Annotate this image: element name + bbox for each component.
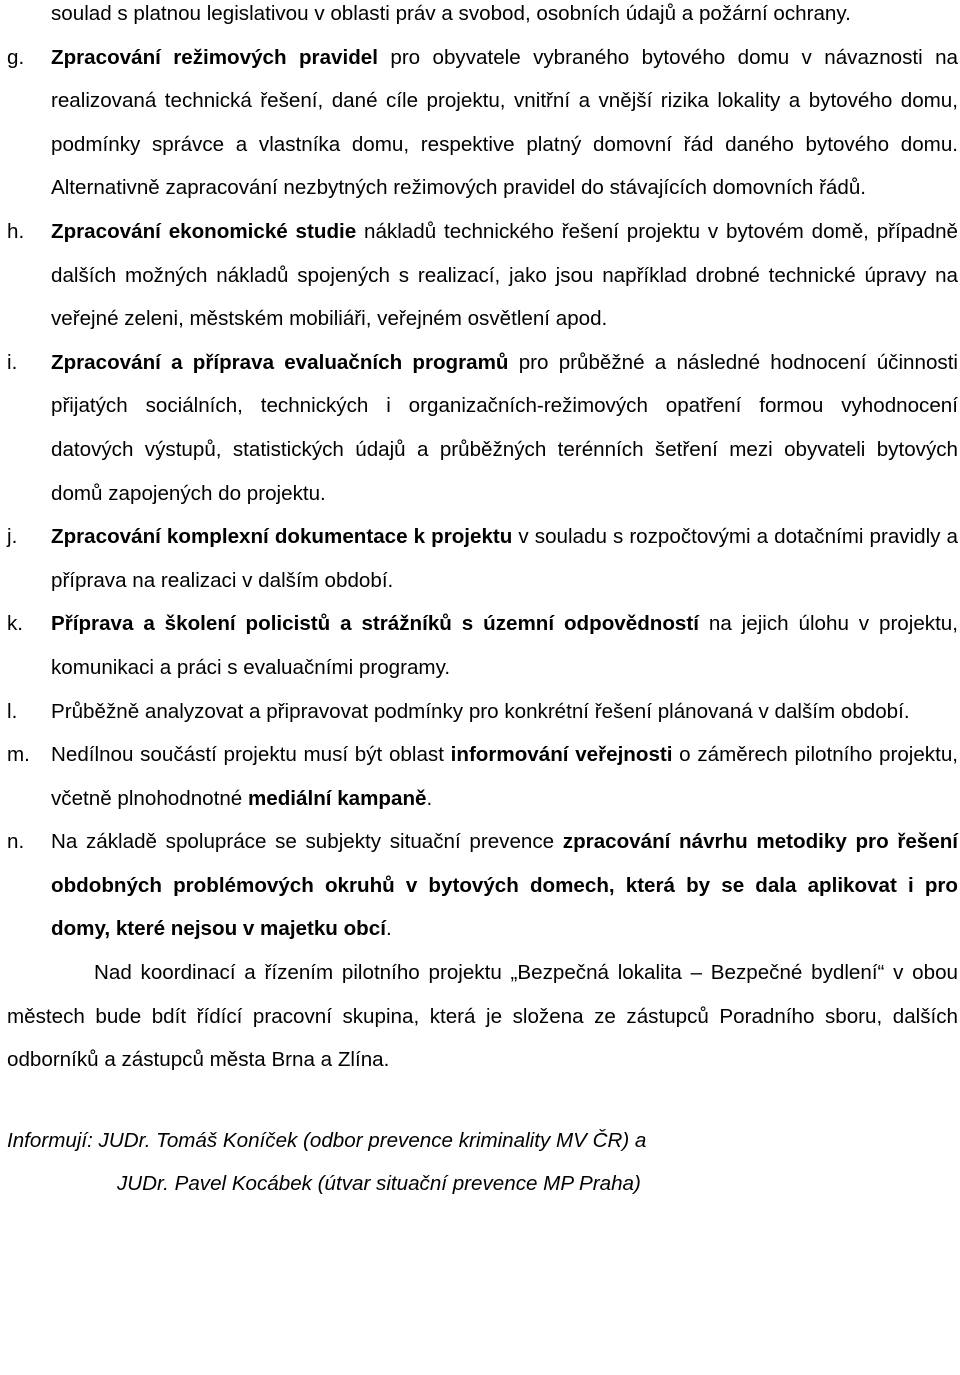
item-bold-text: Zpracování komplexní dokumentace k projektu	[51, 525, 513, 549]
closing-text: Nad koordinací a řízením pilotního projektu „Bezpečná lokalita – Bezpečné bydlení“ v obou městech bude bdít řídící pracovní skupina, která je složena ze zástupců Poradního sboru, dalších odborníků a zástupců města Brna a Zlína.	[7, 961, 958, 1072]
item-text: .	[426, 786, 433, 810]
item-text: Na základě spolupráce se subjekty situační prevence	[51, 830, 563, 854]
list-marker: g.	[7, 45, 25, 69]
list-marker: l.	[7, 699, 18, 723]
closing-paragraph	[0, 951, 960, 1082]
item-bold-text: Příprava a školení policistů a strážníků s územní odpovědností	[51, 612, 699, 636]
intro-text: soulad s platnou legislativou v oblasti práv a svobod, osobních údajů a požární ochrany.	[51, 2, 851, 25]
list-marker: n.	[7, 830, 25, 854]
item-bold-text: Zpracování ekonomické studie	[51, 219, 357, 243]
item-text: Průběžně analyzovat a připravovat podmínky pro konkrétní řešení plánovaná v dalším období.	[51, 699, 910, 723]
item-text: o záměrech pilotního projektu, včetně plnohodnotné	[51, 743, 958, 810]
item-text: Nedílnou součástí projektu musí být oblast	[51, 743, 451, 767]
list-item-l	[0, 690, 960, 734]
list-marker: i.	[7, 350, 18, 374]
item-bold-text: Zpracování režimových pravidel	[51, 45, 378, 69]
list-item-n	[0, 820, 960, 951]
list-marker: h.	[7, 219, 25, 243]
item-bold-text: Zpracování a příprava evaluačních programů	[51, 350, 509, 374]
item-bold-text: mediální kampaně	[247, 786, 427, 810]
list-marker: m.	[7, 743, 30, 767]
informant-line-1: Informují: JUDr. Tomáš Koníček (odbor prevence kriminality MV ČR) a	[7, 1128, 647, 1152]
list-item-m	[0, 733, 960, 820]
list-item-j	[0, 515, 960, 602]
item-text: pro průběžné a následné hodnocení účinnosti přijatých sociálních, technických i organizačních-režimových opatření formou vyhodnocení datových výstupů, statistických údajů a průběžných terénních šetření mezi obyvateli bytových domů zapojených do projektu.	[51, 350, 958, 505]
item-text: pro obyvatele vybraného bytového domu v návaznosti na realizovaná technická řešení, dané cíle projektu, vnitřní a vnější rizika lokality a bytového domu, podmínky správce a vlastníka domu, respektive platný domovní řád daného bytového domu. Alternativně zapracování nezbytných režimových pravidel do stávajících domovních řádů.	[51, 45, 959, 200]
item-text: nákladů technického řešení projektu v bytovém domě, případně dalších možných nákladů spojených s realizací, jako jsou například drobné technické úpravy na veřejné zeleni, městském mobiliáři, veřejném osvětlení apod.	[51, 219, 958, 331]
item-bold-text: informování veřejnosti	[450, 743, 673, 767]
spacer	[0, 1082, 960, 1119]
list-item-g	[0, 36, 960, 210]
informant-line-2: JUDr. Pavel Kocábek (útvar situační prevence MP Praha)	[117, 1172, 641, 1196]
list-marker: j.	[7, 525, 18, 549]
list-item-h	[0, 210, 960, 341]
item-text: v souladu s rozpočtovými a dotačními pravidly a příprava na realizaci v dalším období.	[51, 525, 958, 592]
intro-paragraph	[0, 0, 960, 36]
item-text: na jejich úlohu v projektu, komunikaci a práci s evaluačními programy.	[51, 612, 958, 679]
list-item-i	[0, 341, 960, 515]
list-marker: k.	[7, 612, 24, 636]
item-bold-text: zpracování návrhu metodiky pro řešení obdobných problémových okruhů v bytových domech, která by se dala aplikovat i pro domy, které nejsou v majetku obcí	[51, 830, 959, 941]
list-item-k	[0, 602, 960, 689]
item-text: .	[385, 917, 392, 941]
